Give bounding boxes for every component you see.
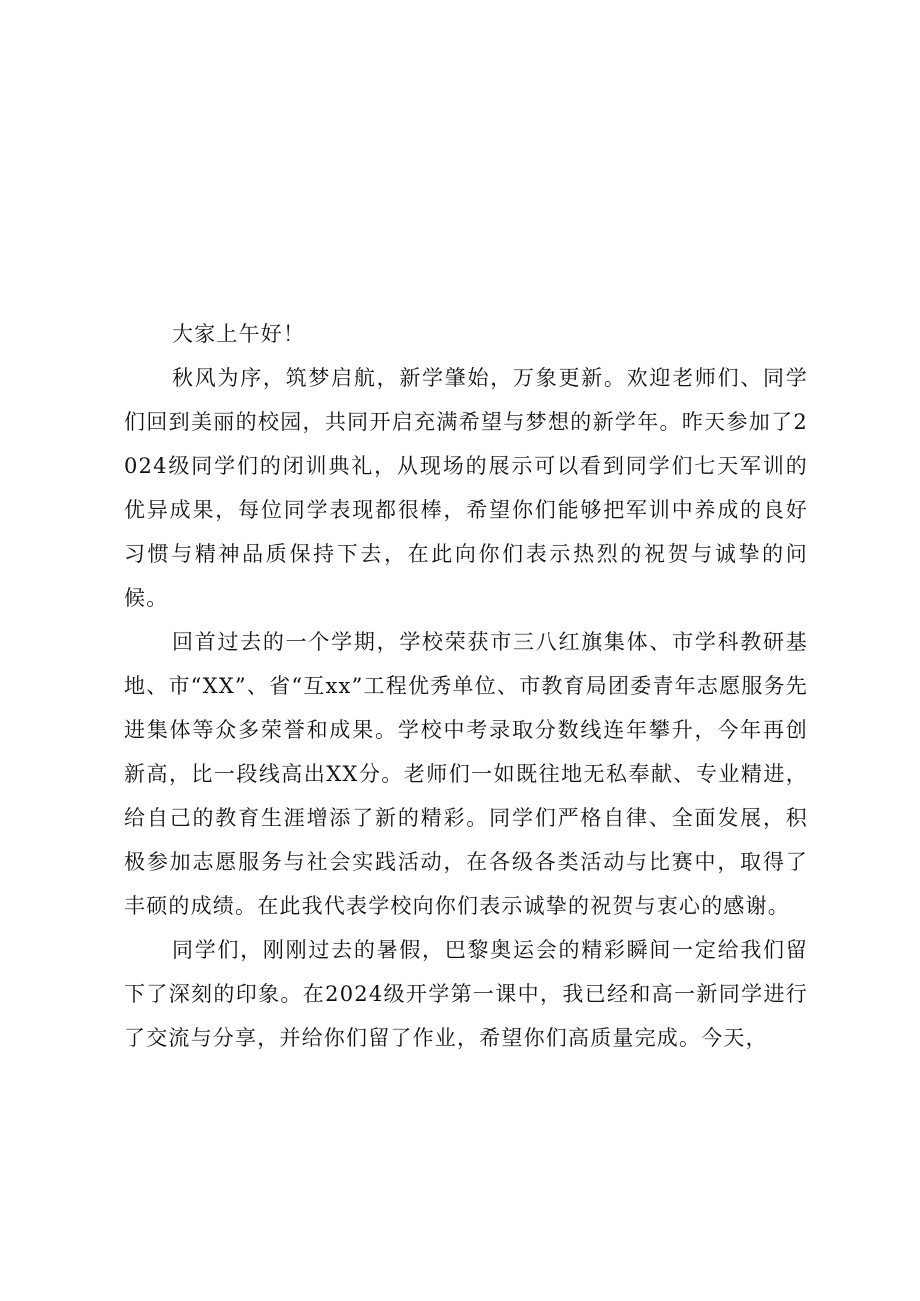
paragraph-review: 回首过去的一个学期，学校荣获市三八红旗集体、市学科教研基地、市“XX”、省“互xx”工程优秀单位、市教育局团委青年志愿服务先进集体等众多荣誉和成果。学校中考录取分数线连年攀升，今年再创新高，比一段线高出XX分。老师们一如既往地无私奉献、专业精进，给自己的教育生涯增添了新的精彩。同学们严格自律、全面发展，积极参加志愿服务与社会实践活动，在各级各类活动与比赛中，取得了丰硕的成绩。在此我代表学校向你们表示诚挚的祝贺与衷心的感谢。 (124, 630, 808, 918)
greeting-line: 大家上午好！ (172, 322, 306, 346)
paragraph-olympics: 同学们，刚刚过去的暑假，巴黎奥运会的精彩瞬间一定给我们留下了深刻的印象。在2024级开学第一课中，我已经和高一新同学进行了交流与分享，并给你们留了作业，希望你们高质量完成。今天， (124, 938, 808, 1050)
document-body (124, 312, 808, 1060)
paragraph-opening: 秋风为序，筑梦启航，新学肇始，万象更新。欢迎老师们、同学们回到美丽的校园，共同开启充满希望与梦想的新学年。昨天参加了2024级同学们的闭训典礼，从现场的展示可以看到同学们七天军训的优异成果，每位同学表现都很棒，希望你们能够把军训中养成的良好习惯与精神品质保持下去，在此向你们表示热烈的祝贺与诚挚的问候。 (124, 366, 808, 610)
